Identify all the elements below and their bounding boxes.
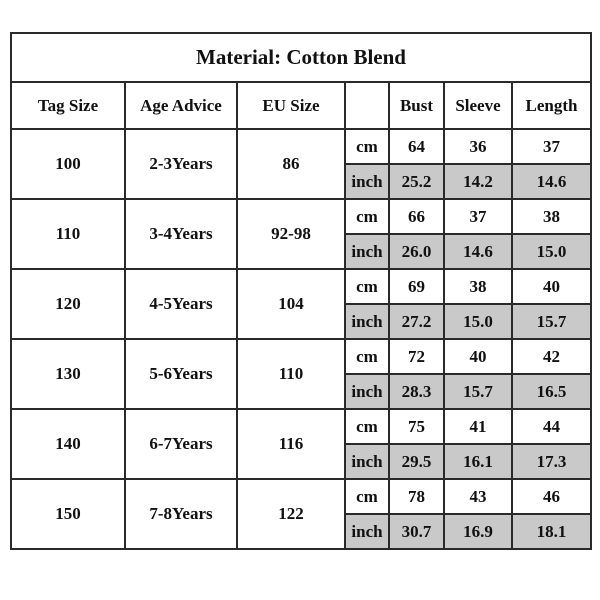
unit-cell: inch: [345, 164, 389, 199]
length-cell: 44: [512, 409, 591, 444]
unit-cell: cm: [345, 479, 389, 514]
length-cell: 38: [512, 199, 591, 234]
age-advice-cell: 3-4Years: [125, 199, 237, 269]
eu-size-cell: 116: [237, 409, 345, 479]
sleeve-cell: 41: [444, 409, 512, 444]
length-cell: 46: [512, 479, 591, 514]
length-cell: 16.5: [512, 374, 591, 409]
size-row-cm: [11, 269, 591, 304]
length-cell: 14.6: [512, 164, 591, 199]
header-length: Length: [512, 82, 591, 129]
header-age-advice: Age Advice: [125, 82, 237, 129]
bust-cell: 30.7: [389, 514, 444, 549]
sleeve-cell: 16.9: [444, 514, 512, 549]
bust-cell: 64: [389, 129, 444, 164]
header-bust: Bust: [389, 82, 444, 129]
age-advice-cell: 7-8Years: [125, 479, 237, 549]
tag-size-cell: 150: [11, 479, 125, 549]
sleeve-cell: 40: [444, 339, 512, 374]
sleeve-cell: 15.0: [444, 304, 512, 339]
length-cell: 42: [512, 339, 591, 374]
bust-cell: 27.2: [389, 304, 444, 339]
bust-cell: 78: [389, 479, 444, 514]
tag-size-cell: 110: [11, 199, 125, 269]
tag-size-cell: 140: [11, 409, 125, 479]
length-cell: 18.1: [512, 514, 591, 549]
sleeve-cell: 38: [444, 269, 512, 304]
age-advice-cell: 4-5Years: [125, 269, 237, 339]
eu-size-cell: 110: [237, 339, 345, 409]
header-tag-size: Tag Size: [11, 82, 125, 129]
bust-cell: 25.2: [389, 164, 444, 199]
unit-cell: cm: [345, 269, 389, 304]
unit-cell: inch: [345, 304, 389, 339]
size-row-cm: [11, 339, 591, 374]
bust-cell: 75: [389, 409, 444, 444]
tag-size-cell: 120: [11, 269, 125, 339]
age-advice-cell: 2-3Years: [125, 129, 237, 199]
bust-cell: 29.5: [389, 444, 444, 479]
size-row-cm: [11, 479, 591, 514]
sleeve-cell: 16.1: [444, 444, 512, 479]
title-row: [11, 33, 591, 82]
sleeve-cell: 43: [444, 479, 512, 514]
size-row-cm: [11, 409, 591, 444]
header-unit: [345, 82, 389, 129]
eu-size-cell: 92-98: [237, 199, 345, 269]
header-row: [11, 82, 591, 129]
bust-cell: 28.3: [389, 374, 444, 409]
size-row-cm: [11, 129, 591, 164]
sleeve-cell: 14.6: [444, 234, 512, 269]
eu-size-cell: 122: [237, 479, 345, 549]
unit-cell: cm: [345, 409, 389, 444]
size-row-cm: [11, 199, 591, 234]
age-advice-cell: 6-7Years: [125, 409, 237, 479]
sleeve-cell: 14.2: [444, 164, 512, 199]
unit-cell: inch: [345, 374, 389, 409]
length-cell: 40: [512, 269, 591, 304]
length-cell: 37: [512, 129, 591, 164]
bust-cell: 69: [389, 269, 444, 304]
unit-cell: cm: [345, 339, 389, 374]
tag-size-cell: 100: [11, 129, 125, 199]
bust-cell: 66: [389, 199, 444, 234]
unit-cell: inch: [345, 234, 389, 269]
length-cell: 15.0: [512, 234, 591, 269]
sleeve-cell: 36: [444, 129, 512, 164]
unit-cell: cm: [345, 129, 389, 164]
tag-size-cell: 130: [11, 339, 125, 409]
sleeve-cell: 15.7: [444, 374, 512, 409]
bust-cell: 72: [389, 339, 444, 374]
unit-cell: cm: [345, 199, 389, 234]
eu-size-cell: 104: [237, 269, 345, 339]
eu-size-cell: 86: [237, 129, 345, 199]
unit-cell: inch: [345, 514, 389, 549]
header-eu-size: EU Size: [237, 82, 345, 129]
length-cell: 15.7: [512, 304, 591, 339]
size-chart-table: [10, 32, 592, 550]
unit-cell: inch: [345, 444, 389, 479]
sleeve-cell: 37: [444, 199, 512, 234]
material-title: Material: Cotton Blend: [11, 33, 591, 82]
bust-cell: 26.0: [389, 234, 444, 269]
length-cell: 17.3: [512, 444, 591, 479]
age-advice-cell: 5-6Years: [125, 339, 237, 409]
header-sleeve: Sleeve: [444, 82, 512, 129]
